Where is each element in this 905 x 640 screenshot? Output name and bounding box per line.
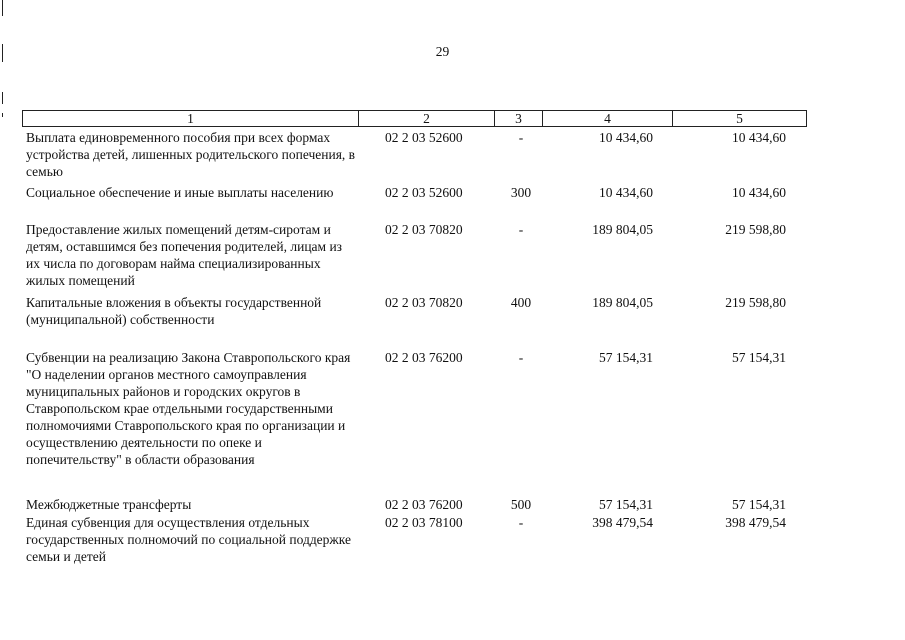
scan-edge-mark	[2, 113, 3, 117]
row-kind: -	[518, 515, 524, 530]
row-kind: -	[518, 350, 524, 365]
row-value-4: 189 804,05	[592, 222, 653, 237]
row-value-4: 10 434,60	[599, 185, 653, 200]
column-header-1: 1	[23, 111, 359, 127]
row-kind: -	[518, 130, 524, 145]
row-code: 02 2 03 52600	[385, 130, 463, 145]
row-name: Социальное обеспечение и иные выплаты населению	[26, 185, 334, 200]
row-code: 02 2 03 70820	[385, 222, 463, 237]
row-kind: 400	[510, 295, 532, 310]
scan-edge-mark	[2, 92, 3, 104]
row-value-4: 398 479,54	[592, 515, 653, 530]
scan-edge-mark	[2, 0, 3, 16]
column-header-4: 4	[543, 111, 673, 127]
row-value-5: 219 598,80	[725, 295, 786, 310]
column-header-row	[23, 111, 807, 127]
row-value-4: 189 804,05	[592, 295, 653, 310]
row-kind: 300	[510, 185, 532, 200]
row-value-5: 219 598,80	[725, 222, 786, 237]
row-name: Предоставление жилых помещений детям-сиротам и детям, оставшимся без попечения родителей, лицам из их числа по договорам найма специализированных жилых помещений	[26, 222, 343, 288]
row-kind: 500	[510, 497, 532, 512]
column-header-3: 3	[495, 111, 543, 127]
row-value-5: 398 479,54	[725, 515, 786, 530]
row-kind: -	[518, 222, 524, 237]
row-name: Капитальные вложения в объекты государственной (муниципальной) собственности	[26, 295, 322, 327]
row-name: Межбюджетные трансферты	[26, 497, 192, 512]
row-value-4: 57 154,31	[599, 350, 653, 365]
row-value-5: 10 434,60	[732, 185, 786, 200]
column-header-table	[22, 110, 807, 127]
column-header-5: 5	[673, 111, 807, 127]
row-name: Субвенции на реализацию Закона Ставропольского края "О наделении органов местного самоуправления муниципальных районов и городских округов в Ставропольском крае отдельными государственными полномочиями Ставропольского края по организации и осуществлению деятельности по опеке и попечительству" в области образования	[26, 350, 351, 467]
row-code: 02 2 03 76200	[385, 497, 463, 512]
row-name: Единая субвенция для осуществления отдельных государственных полномочий по социальной поддержке семьи и детей	[26, 515, 351, 564]
row-value-5: 10 434,60	[732, 130, 786, 145]
row-code: 02 2 03 78100	[385, 515, 463, 530]
row-code: 02 2 03 76200	[385, 350, 463, 365]
row-name: Выплата единовременного пособия при всех формах устройства детей, лишенных родительского попечения, в семью	[26, 130, 356, 179]
column-header-2: 2	[359, 111, 495, 127]
row-value-5: 57 154,31	[732, 350, 786, 365]
row-value-4: 10 434,60	[599, 130, 653, 145]
row-value-5: 57 154,31	[732, 497, 786, 512]
row-value-4: 57 154,31	[599, 497, 653, 512]
row-code: 02 2 03 70820	[385, 295, 463, 310]
page-number: 29	[435, 44, 450, 59]
row-code: 02 2 03 52600	[385, 185, 463, 200]
